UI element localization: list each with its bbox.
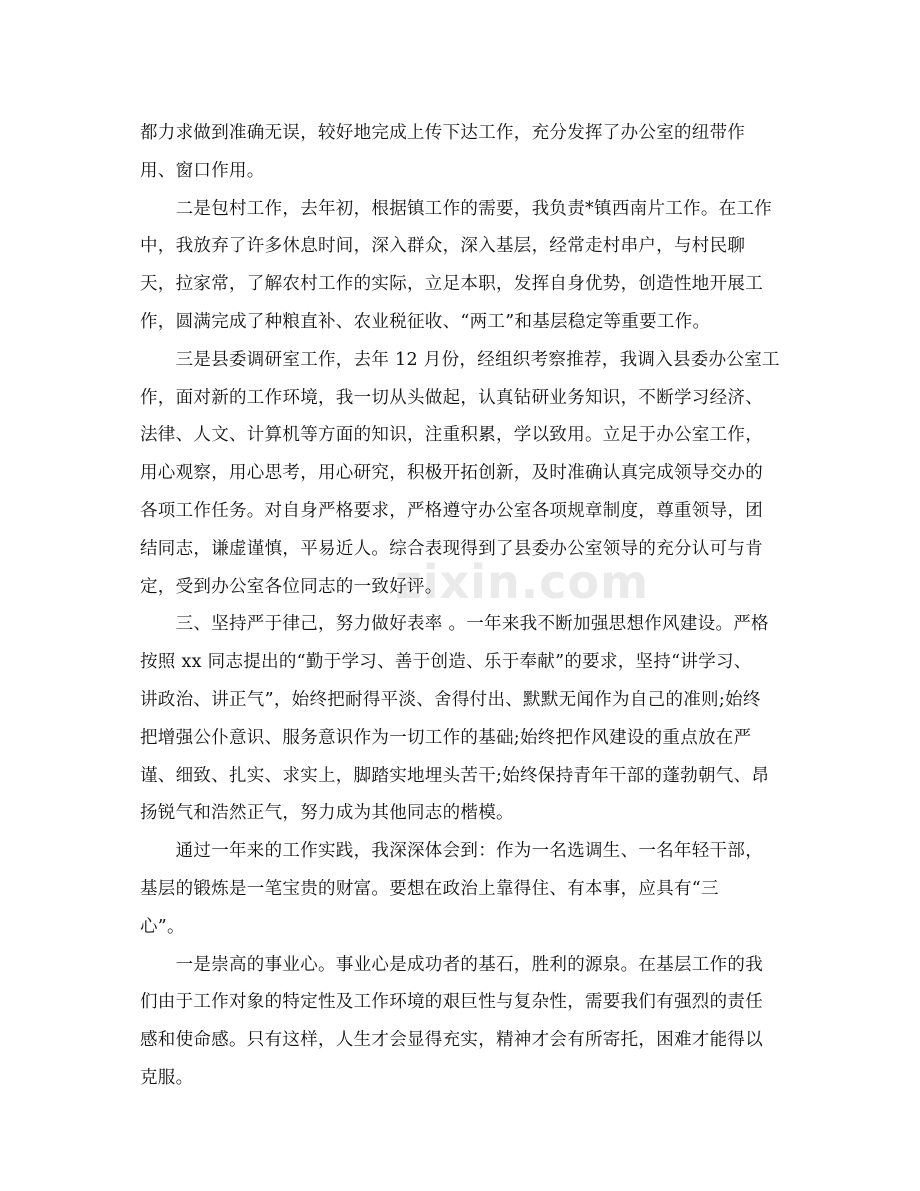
text-line: 讲政治、讲正气”，始终把耐得平淡、舍得付出、默默无闻作为自己的准则;始终: [140, 689, 761, 710]
text-line: 基层的锻炼是一笔宝贵的财富。要想在政治上靠得住、有本事，应具有“三: [140, 878, 719, 899]
text-line: 作，圆满完成了种粮直补、农业税征收、“两工”和基层稳定等重要工作。: [140, 311, 711, 332]
text-line: 一是崇高的事业心。事业心是成功者的基石，胜利的源泉。在基层工作的我: [140, 954, 763, 975]
text-line: 谨、细致、扎实、求实上，脚踏实地埋头苦干;始终保持青年干部的蓬勃朝气、昂: [140, 765, 770, 786]
text-line: 定，受到办公室各位同志的一致好评。: [140, 576, 443, 597]
text-line: 各项工作任务。对自身严格要求，严格遵守办公室各项规章制度，尊重领导，团: [140, 500, 763, 521]
text-line: 通过一年来的工作实践，我深深体会到：作为一名选调生、一名年轻干部，: [140, 841, 763, 862]
text-line: 三、坚持严于律己，努力做好表率 。一年来我不断加强思想作风建设。严格: [140, 614, 769, 635]
text-line: 按照 xx 同志提出的“勤于学习、善于创造、乐于奉献”的要求，坚持“讲学习、: [140, 652, 752, 673]
text-line: 二是包村工作，去年初，根据镇工作的需要，我负责*镇西南片工作。在工作: [140, 198, 773, 219]
text-line: 把增强公仆意识、服务意识作为一切工作的基础;始终把作风建设的重点放在严: [140, 727, 752, 748]
text-line: 天，拉家常，了解农村工作的实际，立足本职，发挥自身优势，创造性地开展工: [140, 274, 763, 295]
text-line: 中，我放弃了许多休息时间，深入群众，深入基层，经常走村串户，与村民聊: [140, 236, 746, 257]
text-line: 用心观察，用心思考，用心研究，积极开拓创新，及时准确认真完成领导交办的: [140, 463, 763, 484]
text-line: 克服。: [140, 1067, 194, 1088]
text-line: 都力求做到准确无误，较好地完成上传下达工作，充分发挥了办公室的纽带作: [140, 123, 746, 143]
text-line: 们由于工作对象的特定性及工作环境的艰巨性与复杂性，需要我们有强烈的责任: [140, 992, 763, 1013]
text-line: 作，面对新的工作环境，我一切从头做起，认真钻研业务知识，不断学习经济、: [140, 387, 763, 408]
text-line: 心”。: [140, 916, 185, 937]
text-line: 法律、人文、计算机等方面的知识，注重积累，学以致用。立足于办公室工作，: [140, 425, 763, 446]
text-line: 三是县委调研室工作，去年 12 月份，经组织考察推荐，我调入县委办公室工: [140, 349, 780, 370]
text-line: 感和使命感。只有这样，人生才会显得充实，精神才会有所寄托，困难才能得以: [140, 1030, 763, 1051]
watermark: zixin.com: [395, 555, 650, 609]
document-body: [140, 115, 790, 1098]
text-line: 扬锐气和浩然正气，努力成为其他同志的楷模。: [140, 803, 514, 824]
text-line: 结同志，谦虚谨慎，平易近人。综合表现得到了县委办公室领导的充分认可与肯: [140, 538, 763, 559]
text-line: 用、窗口作用。: [140, 160, 265, 181]
